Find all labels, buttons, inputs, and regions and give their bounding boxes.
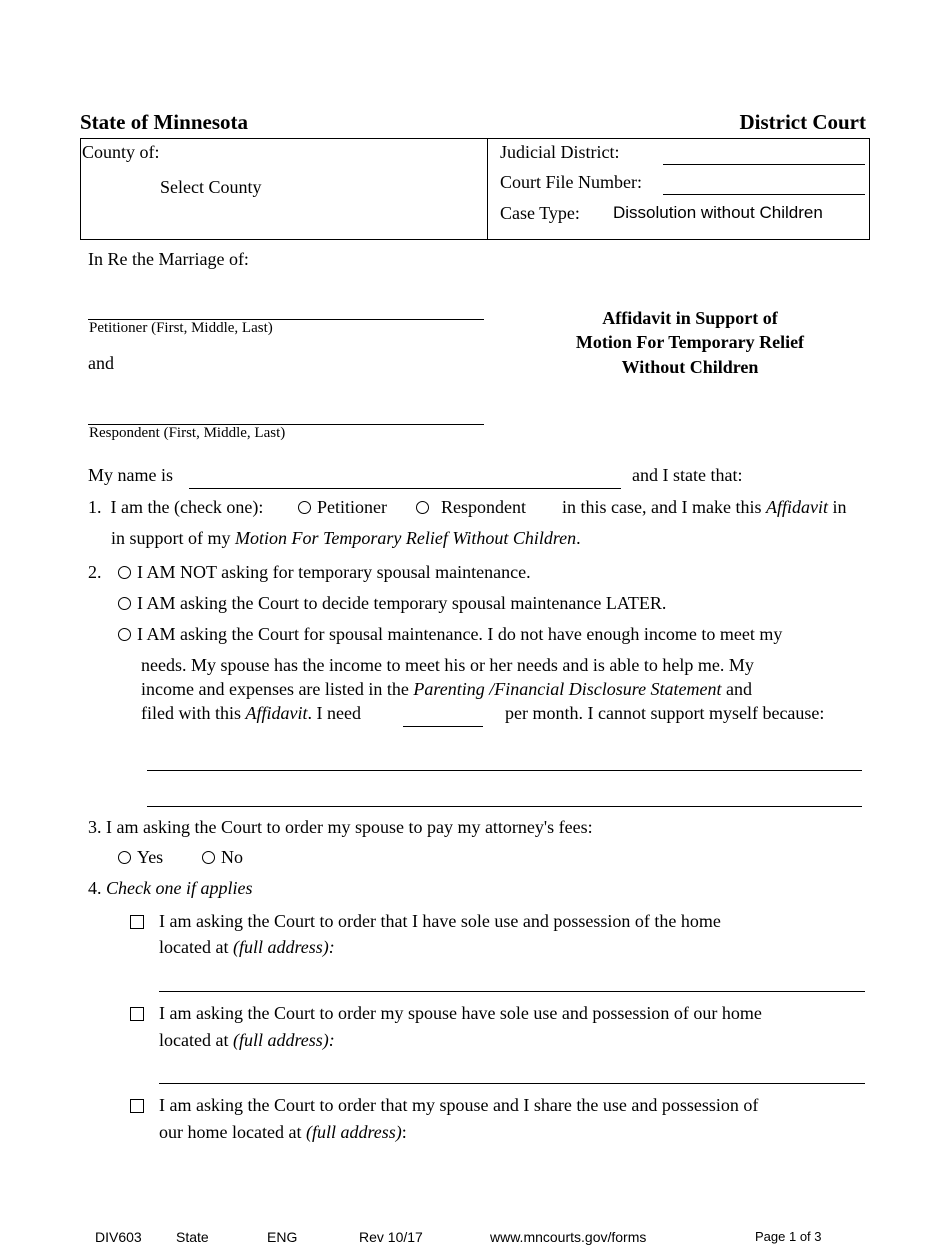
footer-form-id: DIV603 bbox=[95, 1229, 142, 1245]
my-name-field[interactable] bbox=[189, 488, 621, 489]
item4-number: 4. bbox=[88, 878, 102, 898]
item1-line2-period: . bbox=[576, 528, 581, 548]
respondent-radio[interactable] bbox=[416, 501, 429, 514]
item4-option-2-prefix: located at bbox=[159, 1030, 229, 1050]
state-heading: State of Minnesota bbox=[80, 110, 248, 134]
my-name-label: My name is bbox=[88, 465, 173, 485]
amount-per-month-field[interactable] bbox=[403, 726, 483, 727]
item1-affidavit: Affidavit bbox=[765, 497, 828, 517]
attorney-fees-no-radio[interactable] bbox=[202, 851, 215, 864]
item2-cont-2 bbox=[141, 679, 752, 700]
attorney-fees-yes-radio[interactable] bbox=[118, 851, 131, 864]
item2-cont-2-prefix: income and expenses are listed in the bbox=[141, 679, 409, 699]
case-type-label: Case Type: bbox=[500, 203, 580, 223]
petitioner-option[interactable] bbox=[298, 497, 387, 518]
item1-prompt: I am the (check one): bbox=[110, 497, 264, 517]
respondent-label: Respondent (First, Middle, Last) bbox=[89, 425, 286, 441]
in-re-label: In Re the Marriage of: bbox=[88, 249, 249, 269]
item1-tail-text: in this case, and I make this bbox=[562, 497, 762, 517]
title-line-2: Motion For Temporary Relief bbox=[575, 332, 805, 353]
item2-cont-1: needs. My spouse has the income to meet his or her needs and is able to help me. My bbox=[141, 655, 754, 675]
item4-option-2-line1: I am asking the Court to order my spouse have sole use and possession of our home bbox=[159, 1003, 762, 1023]
respondent-option-label: Respondent bbox=[441, 497, 526, 517]
item1-number: 1. bbox=[88, 497, 102, 517]
item4-option-3-line2 bbox=[159, 1122, 407, 1143]
court-file-field[interactable] bbox=[663, 194, 865, 195]
item2-option-1[interactable] bbox=[118, 562, 531, 583]
item4-checkbox-1[interactable] bbox=[130, 915, 144, 929]
item2-option-2[interactable] bbox=[118, 593, 666, 614]
item2-cont-3-suffix: per month. I cannot support myself because: bbox=[505, 703, 825, 723]
item2-number: 2. bbox=[88, 562, 102, 582]
document-title bbox=[530, 306, 850, 379]
item4-option-2-line2 bbox=[159, 1030, 335, 1051]
item2-cont-3-mid: . I need bbox=[307, 703, 361, 723]
item2-option-2-label: I AM asking the Court to decide temporary spousal maintenance LATER. bbox=[137, 593, 667, 613]
item4-option-3-italic: (full address) bbox=[305, 1122, 402, 1142]
footer-url-link[interactable]: www.mncourts.gov/forms bbox=[490, 1229, 647, 1245]
respondent-option[interactable] bbox=[416, 497, 526, 518]
petitioner-option-label: Petitioner bbox=[317, 497, 387, 517]
item2-cont-3-prefix: filed with this bbox=[141, 703, 241, 723]
footer-rev: Rev 10/17 bbox=[359, 1229, 423, 1245]
item4-option-1-line2 bbox=[159, 937, 335, 958]
item2-option-3[interactable] bbox=[118, 624, 782, 645]
attorney-fees-no[interactable] bbox=[202, 847, 243, 868]
item4-option-1-prefix: located at bbox=[159, 937, 229, 957]
county-select[interactable]: Select County bbox=[160, 177, 262, 197]
attorney-fees-no-label: No bbox=[221, 847, 243, 867]
title-line-1: Affidavit in Support of bbox=[602, 308, 778, 328]
petitioner-radio[interactable] bbox=[298, 501, 311, 514]
item4-option-1-italic: (full address): bbox=[232, 937, 335, 957]
address-field-2[interactable] bbox=[159, 1083, 865, 1084]
caption-divider bbox=[487, 138, 488, 240]
item4-option-2-italic: (full address): bbox=[232, 1030, 335, 1050]
address-field-1[interactable] bbox=[159, 991, 865, 992]
item1-line2-prefix: in support of my bbox=[111, 528, 231, 548]
footer-page-number: Page 1 of 3 bbox=[755, 1229, 822, 1244]
court-file-label: Court File Number: bbox=[500, 172, 642, 192]
item4-checkbox-3[interactable] bbox=[130, 1099, 144, 1113]
item2-radio-1[interactable] bbox=[118, 566, 131, 579]
item4-checkbox-2[interactable] bbox=[130, 1007, 144, 1021]
item2-radio-2[interactable] bbox=[118, 597, 131, 610]
item2-option-1-label: I AM NOT asking for temporary spousal maintenance. bbox=[137, 562, 531, 582]
item1-tail bbox=[562, 497, 846, 518]
item4-option-3-colon: : bbox=[401, 1122, 407, 1142]
reason-line-1[interactable] bbox=[147, 770, 862, 771]
item4-option-1-line1: I am asking the Court to order that I have sole use and possession of the home bbox=[159, 911, 721, 931]
item3-text: 3. I am asking the Court to order my spouse to pay my attorney's fees: bbox=[88, 817, 593, 837]
item2-cont-2-italic: Parenting /Financial Disclosure Statement bbox=[413, 679, 722, 699]
footer-scope: State bbox=[176, 1229, 209, 1245]
item1-line2 bbox=[111, 528, 581, 549]
reason-line-2[interactable] bbox=[147, 806, 862, 807]
judicial-district-field[interactable] bbox=[663, 164, 865, 165]
item1-text bbox=[88, 497, 263, 518]
item2-option-3-label: I AM asking the Court for spousal maintenance. I do not have enough income to meet my bbox=[137, 624, 783, 644]
state-that-label: and I state that: bbox=[632, 465, 743, 485]
item2-cont-2-suffix: and bbox=[726, 679, 753, 699]
item1-in: in bbox=[832, 497, 847, 517]
judicial-district-label: Judicial District: bbox=[500, 142, 620, 162]
case-type-value: Dissolution without Children bbox=[613, 203, 823, 222]
county-label: County of: bbox=[82, 142, 160, 162]
footer-lang: ENG bbox=[267, 1229, 298, 1245]
attorney-fees-yes-label: Yes bbox=[137, 847, 164, 867]
attorney-fees-yes[interactable] bbox=[118, 847, 163, 868]
item2-radio-3[interactable] bbox=[118, 628, 131, 641]
item2-cont-3-italic: Affidavit bbox=[245, 703, 308, 723]
item4-option-3-prefix: our home located at bbox=[159, 1122, 302, 1142]
title-line-3: Without Children bbox=[621, 356, 759, 377]
and-label: and bbox=[88, 353, 114, 373]
court-heading: District Court bbox=[739, 110, 866, 134]
item1-line2-motion: Motion For Temporary Relief Without Children bbox=[235, 528, 577, 548]
item4-heading bbox=[88, 878, 252, 899]
petitioner-label: Petitioner (First, Middle, Last) bbox=[89, 320, 273, 336]
item4-option-3-line1: I am asking the Court to order that my spouse and I share the use and possession of bbox=[159, 1095, 759, 1115]
item4-heading-text: Check one if applies bbox=[106, 878, 253, 898]
item2-cont-3 bbox=[141, 703, 361, 724]
